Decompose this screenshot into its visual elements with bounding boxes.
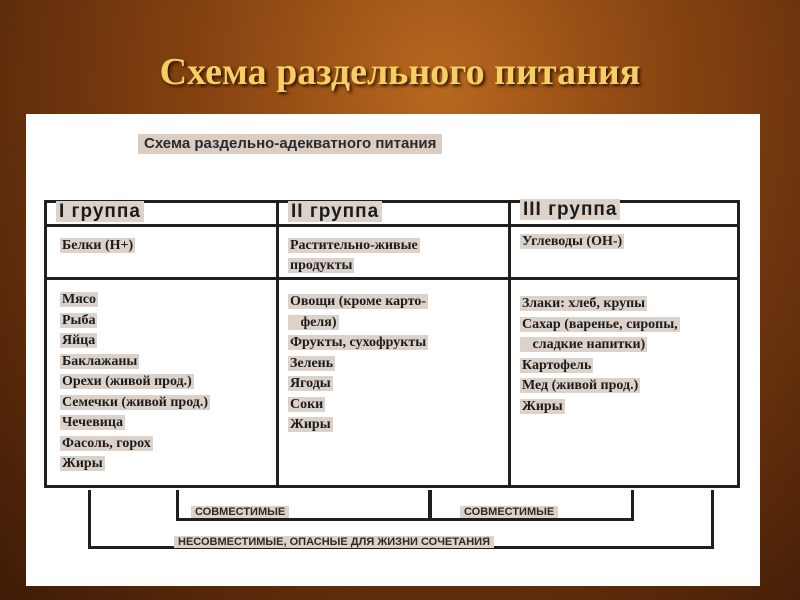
column-divider-2	[508, 200, 511, 488]
group-2-item: Зелень	[290, 355, 334, 371]
group-3-header: III группа	[520, 200, 620, 220]
group-2-item: Фрукты, сухофрукты	[290, 335, 427, 350]
group-2-item: феля)	[290, 314, 337, 330]
group-3-item: сладкие напитки)	[522, 337, 646, 352]
group-2-header: II группа	[288, 202, 382, 222]
group-2-item: Жиры	[290, 417, 331, 432]
incompatible-label: НЕСОВМЕСТИМЫЕ, ОПАСНЫЕ ДЛЯ ЖИЗНИ СОЧЕТАНИЯ	[174, 536, 494, 548]
compatible-label-2: СОВМЕСТИМЫЕ	[460, 506, 558, 518]
group-1-header: I группа	[56, 202, 144, 222]
group-3-item: Жиры	[522, 398, 563, 414]
group-1-item: Фасоль, горох	[62, 435, 151, 451]
header-rule	[44, 224, 740, 227]
group-3-category: Углеводы (ОН-)	[522, 234, 623, 249]
group-1-item: Орехи (живой прод.)	[62, 374, 192, 389]
group-2-item: Овощи (кроме карто-	[290, 294, 427, 309]
diagram-title: Схема раздельно-адекватного питания	[138, 134, 442, 154]
slide-title: Схема раздельного питания	[159, 51, 641, 93]
group-1-item: Семечки (живой прод.)	[62, 394, 209, 410]
group-2-category-line2: продукты	[290, 258, 353, 273]
group-1-item: Рыба	[62, 312, 96, 328]
group-2-item: Соки	[290, 396, 324, 412]
group-1-item: Мясо	[62, 292, 97, 307]
group-2-category-line1: Растительно-живые	[290, 238, 418, 253]
group-3-item: Мед (живой прод.)	[522, 378, 639, 393]
group-1-item: Чечевица	[62, 415, 123, 430]
group-1-item: Баклажаны	[62, 353, 138, 369]
column-divider-1	[276, 200, 279, 488]
compatible-label-1: СОВМЕСТИМЫЕ	[191, 506, 289, 518]
group-2-item: Ягоды	[290, 376, 331, 391]
group-3-item: Злаки: хлеб, крупы	[522, 296, 646, 311]
scanned-diagram	[26, 114, 760, 586]
group-1-item: Яйца	[62, 333, 96, 348]
group-3-item: Картофель	[522, 357, 592, 373]
category-rule	[44, 277, 740, 280]
group-1-item: Жиры	[62, 456, 103, 471]
group-1-category: Белки (Н+)	[62, 238, 134, 253]
group-3-item: Сахар (варенье, сиропы,	[522, 316, 678, 332]
